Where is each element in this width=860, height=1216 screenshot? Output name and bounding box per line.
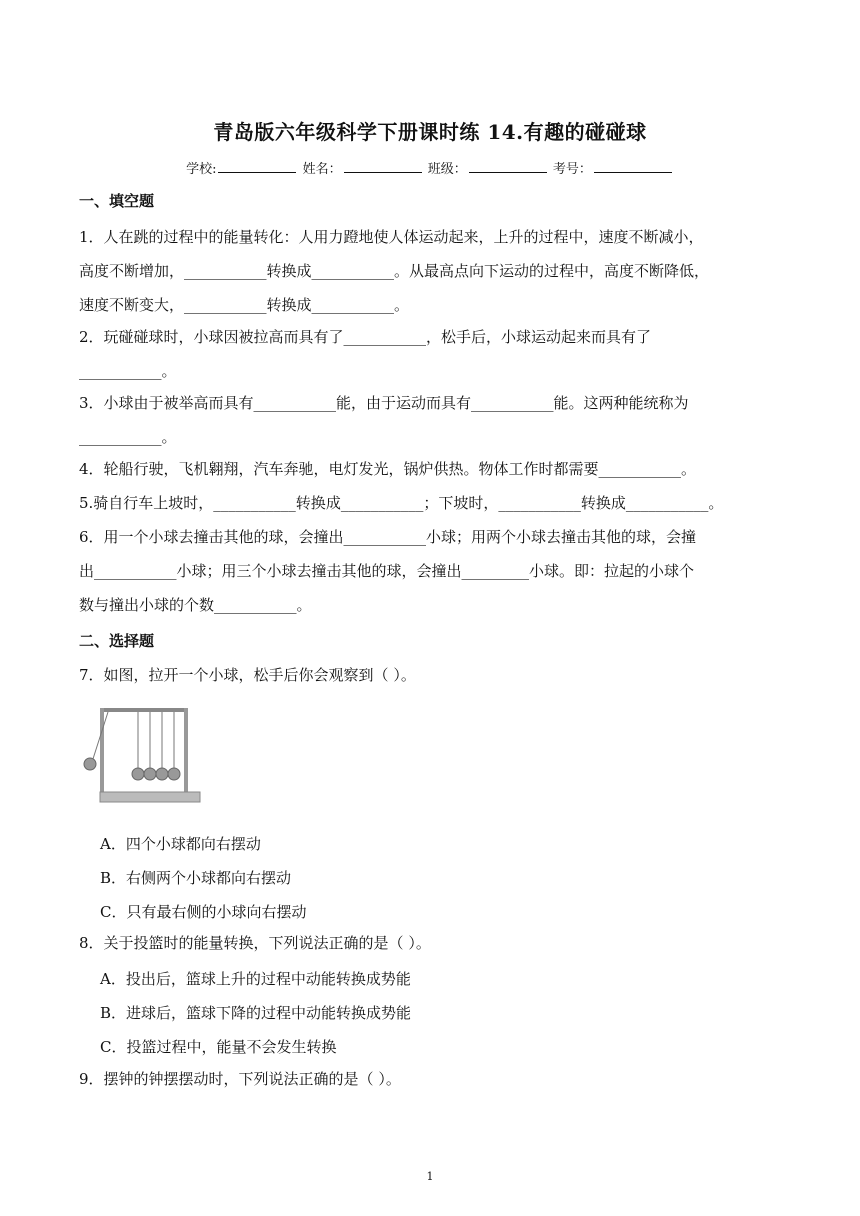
section-multiple-choice: 二、选择题	[79, 632, 155, 650]
question-2-line-2: ___________。	[79, 362, 177, 380]
name-blank	[344, 160, 422, 173]
question-1-line-3: 速度不断变大，___________转换成___________。	[79, 296, 410, 314]
question-1	[79, 220, 791, 322]
newtons-cradle-figure	[80, 704, 204, 808]
name-label: 姓名：	[302, 162, 342, 177]
class-blank	[469, 160, 547, 173]
question-8-option-a: A．投出后，篮球上升的过程中动能转换成势能	[100, 970, 411, 988]
question-7-option-b: B．右侧两个小球都向右摆动	[100, 869, 292, 887]
question-1-line-1: 1．人在跳的过程中的能量转化：人用力蹬地使人体运动起来，上升的过程中，速度不断减小，	[79, 228, 704, 246]
question-6-line-2: 出___________小球；用三个小球去撞击其他的球，会撞出_________小球。即：拉起的小球个	[79, 562, 695, 580]
question-6	[79, 520, 791, 622]
page-number: 1	[426, 1170, 434, 1183]
question-8-option-b: B．进球后，篮球下降的过程中动能转换成势能	[100, 1004, 412, 1022]
question-5	[79, 486, 791, 520]
question-8-option-c: C．投篮过程中，能量不会发生转换	[100, 1038, 337, 1056]
school-label: 学校:	[186, 162, 217, 177]
question-7-option-a: A．四个小球都向右摆动	[100, 835, 261, 853]
student-info-row	[0, 158, 860, 177]
page-title: 青岛版六年级科学下册课时练 14.有趣的碰碰球	[213, 120, 647, 144]
school-blank	[218, 160, 296, 173]
question-2	[79, 320, 791, 388]
question-8-stem: 8．关于投篮时的能量转换，下列说法正确的是（ ）。	[79, 934, 431, 952]
question-7-stem: 7．如图，拉开一个小球，松手后你会观察到（ ）。	[79, 666, 416, 684]
question-4-line-1: 4．轮船行驶，飞机翱翔，汽车奔驰，电灯发光，锅炉供热。物体工作时都需要___________。	[79, 460, 697, 478]
question-1-line-2: 高度不断增加，___________转换成___________。从最高点向下运动的过程中，高度不断降低，	[79, 262, 710, 280]
question-8	[79, 926, 791, 960]
question-9	[79, 1062, 791, 1096]
question-7-option-c: C．只有最右侧的小球向右摆动	[100, 903, 307, 921]
question-4	[79, 452, 791, 486]
class-label: 班级：	[427, 162, 467, 177]
question-5-line-1: 5.骑自行车上坡时，___________转换成___________；下坡时，___________转换成___________。	[79, 494, 724, 512]
exam-number-label: 考号：	[552, 162, 592, 177]
section-fill-in-blank: 一、填空题	[79, 192, 155, 210]
question-6-line-3: 数与撞出小球的个数___________。	[79, 596, 312, 614]
question-6-line-1: 6．用一个小球去撞击其他的球，会撞出___________小球；用两个小球去撞击其他的球，会撞	[79, 528, 697, 546]
question-3	[79, 386, 791, 454]
question-9-stem: 9．摆钟的钟摆摆动时，下列说法正确的是（ ）。	[79, 1070, 401, 1088]
question-3-line-2: ___________。	[79, 428, 177, 446]
question-2-line-1: 2．玩碰碰球时，小球因被拉高而具有了___________，松手后，小球运动起来而具有了	[79, 328, 652, 346]
exam-number-blank	[594, 160, 672, 173]
question-3-line-1: 3．小球由于被举高而具有___________能，由于运动而具有___________能。这两种能统称为	[79, 394, 689, 412]
question-7	[79, 658, 791, 692]
